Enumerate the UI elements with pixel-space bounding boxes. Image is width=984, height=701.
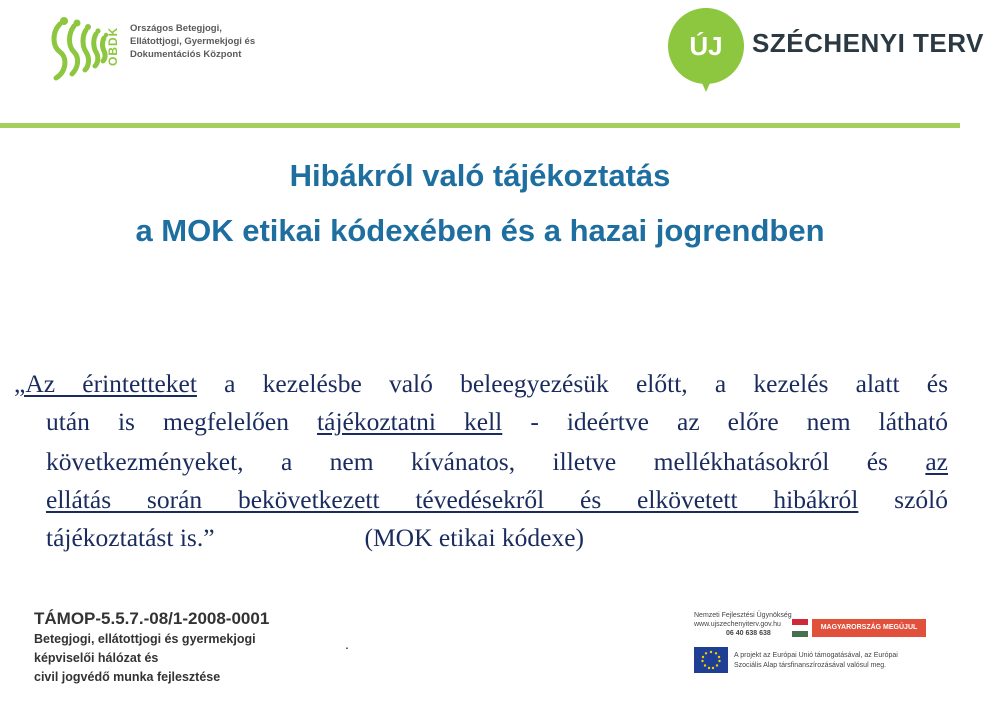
project-code: TÁMOP-5.5.7.-08/1-2008-0001 <box>34 609 270 628</box>
obdk-line-2: Ellátottjogi, Gyermekjogi és <box>130 36 256 47</box>
obdk-name <box>130 22 255 61</box>
obdk-line-3: Dokumentációs Központ <box>130 49 242 60</box>
quote-line-2 <box>46 407 948 437</box>
quote-line-3 <box>46 447 948 477</box>
quote-text: tájékoztatást is.” <box>46 523 215 552</box>
quote-underlined-subject: „Az érintetteket <box>14 369 197 398</box>
agency-url: www.ujszechenyiterv.gov.hu <box>694 621 781 628</box>
hungary-renews-banner <box>812 619 926 637</box>
project-line-1: Betegjogi, ellátottjogi és gyermekjogi <box>34 632 256 646</box>
szechenyi-name: SZÉCHENYI TERV <box>752 28 984 58</box>
banner-text: MAGYARORSZÁG MEGÚJUL <box>820 624 918 631</box>
quote-line-4 <box>46 485 948 515</box>
eu-flag-icon <box>694 647 728 673</box>
obdk-logo <box>48 16 278 86</box>
stray-dot: . <box>345 636 349 652</box>
quote-underlined-errors: ellátás során bekövetkezett tévedésekről és elkövetett hibákról <box>46 485 859 514</box>
funding-line-2: Szociális Alap társfinanszírozásával valósul meg. <box>734 662 887 669</box>
szechenyi-badge-text: ÚJ <box>689 31 723 61</box>
quote-line-1 <box>14 369 948 399</box>
project-line-2: képviselői hálózat és <box>34 651 159 665</box>
funding-line-1: A projekt az Európai Unió támogatásával, az Európai <box>734 652 898 659</box>
quote-text: következményeket, a nem kívánatos, illetve mellékhatásokról és <box>46 447 926 476</box>
quote-line-5 <box>46 523 964 553</box>
project-info <box>34 608 334 687</box>
header-divider <box>0 123 960 128</box>
uj-szechenyi-terv-logo <box>668 8 984 98</box>
quote-text: a kezelésbe való beleegyezésük előtt, a kezelés alatt és <box>196 369 948 398</box>
quote-underlined-obligation: tájékoztatni kell <box>317 407 503 436</box>
agency-phone: 06 40 638 638 <box>726 630 771 637</box>
obdk-vertical-text: OBDK <box>106 26 120 66</box>
quote-text: - ideértve az előre nem látható <box>502 407 949 436</box>
szechenyi-badge-tail <box>698 74 714 92</box>
hungarian-flag-icon <box>792 619 808 637</box>
eu-funding-block <box>688 603 928 683</box>
quote-text: után is megfelelően <box>46 407 318 436</box>
page-title-line-1: Hibákról való tájékoztatás <box>289 158 671 193</box>
quote-text: szóló <box>858 485 948 514</box>
obdk-line-1: Országos Betegjogi, <box>130 23 222 34</box>
quote-underlined-text: az <box>925 447 948 476</box>
agency-name: Nemzeti Fejlesztési Ügynökség <box>694 612 792 619</box>
project-line-3: civil jogvédő munka fejlesztése <box>34 670 221 684</box>
quote-source: (MOK etikai kódexe) <box>364 523 585 552</box>
page-title-line-2: a MOK etikai kódexében és a hazai jogrendben <box>135 213 825 248</box>
